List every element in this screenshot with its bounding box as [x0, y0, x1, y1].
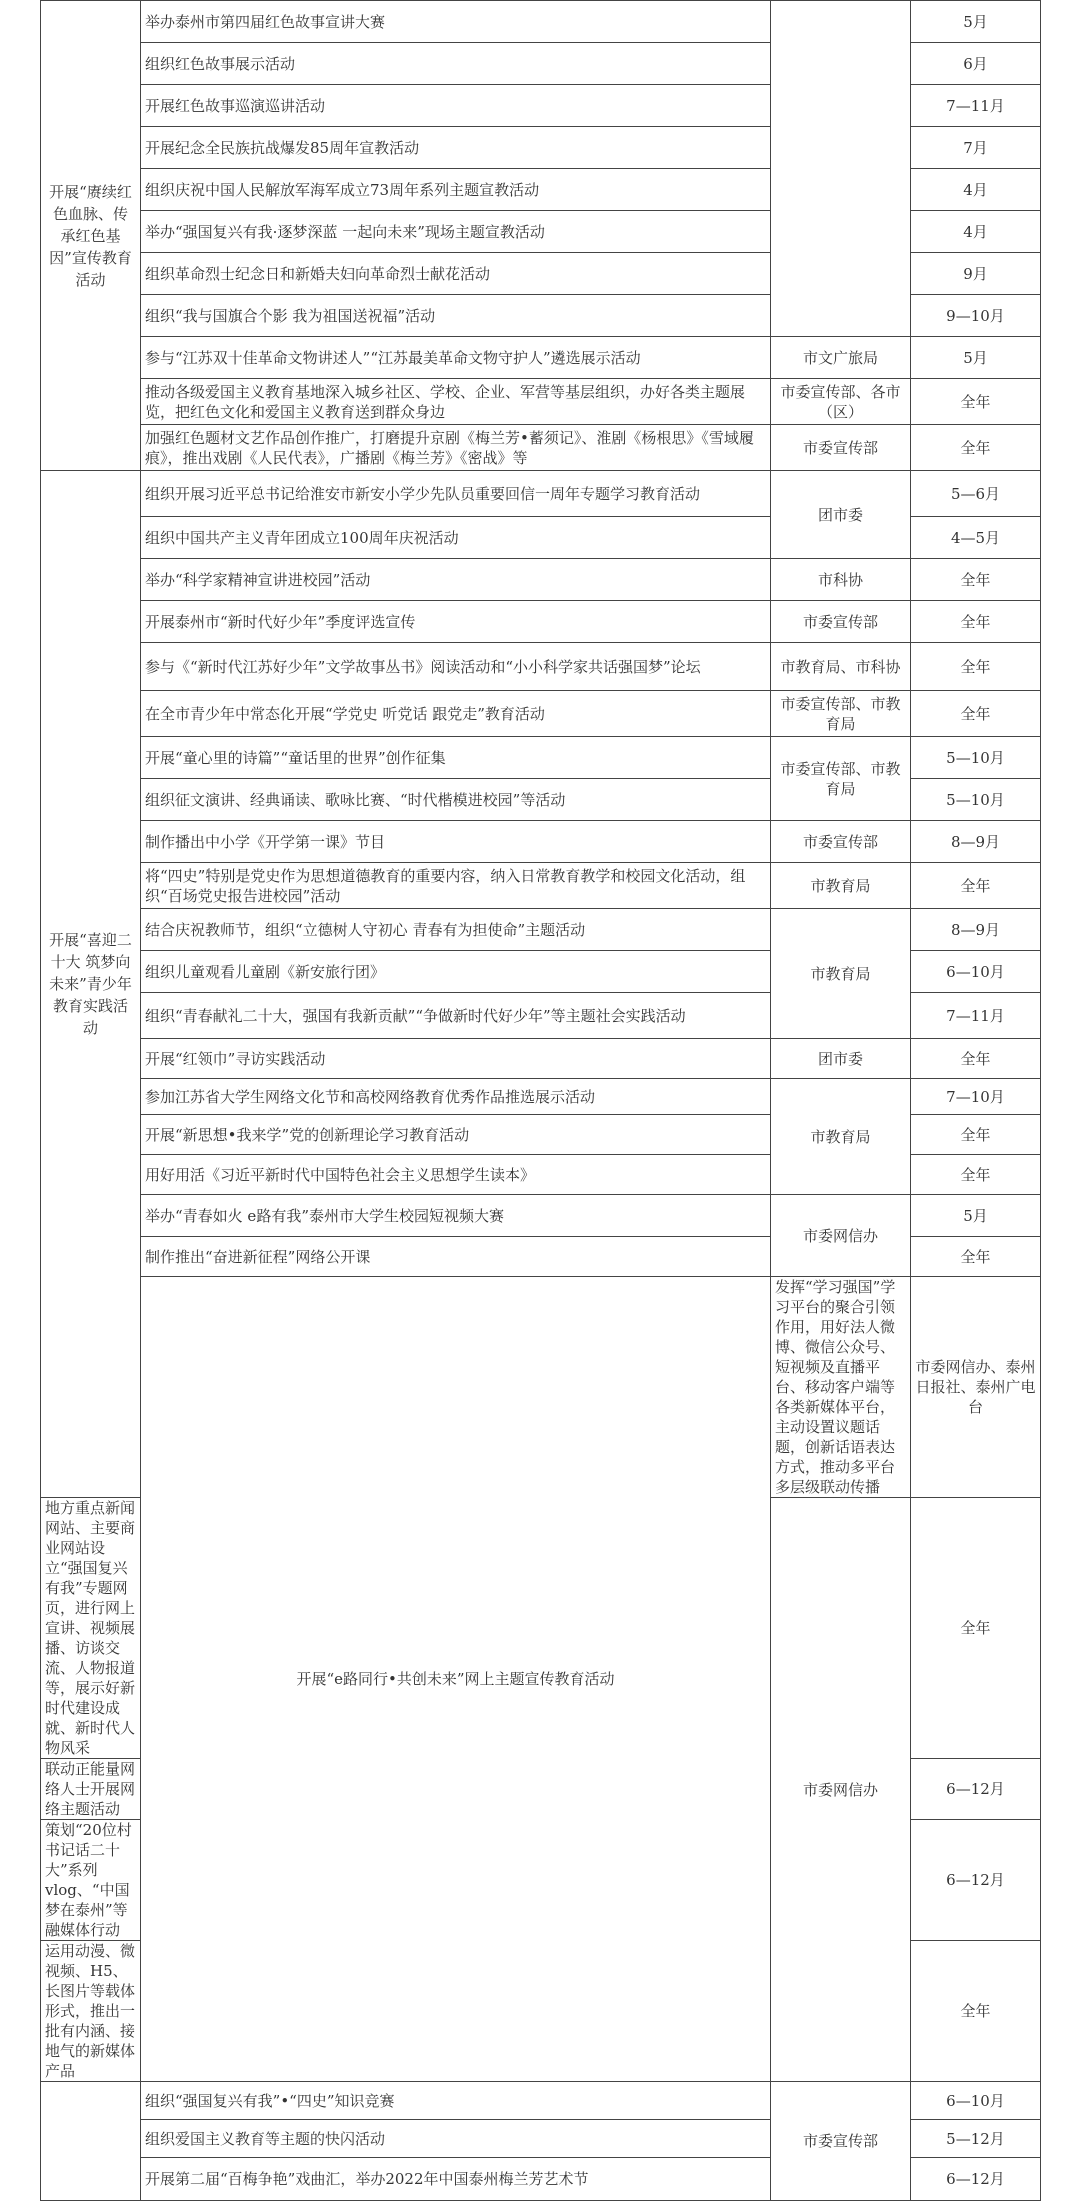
schedule-time-cell: 6—10月	[911, 2082, 1041, 2120]
table-row	[41, 1277, 1041, 1498]
activity-item-cell: 推动各级爱国主义教育基地深入城乡社区、学校、企业、军营等基层组织，办好各类主题展览，把红色文化和爱国主义教育送到群众身边	[141, 379, 771, 425]
activity-item-cell: 运用动漫、微视频、H5、长图片等载体形式，推出一批有内涵、接地气的新媒体产品	[41, 1941, 141, 2082]
schedule-time-cell: 全年	[911, 691, 1041, 737]
schedule-time-cell: 全年	[911, 425, 1041, 471]
responsible-dept-cell: 市委宣传部、市教育局	[771, 737, 911, 821]
schedule-time-cell: 全年	[911, 379, 1041, 425]
activity-item-cell: 组织开展习近平总书记给淮安市新安小学少先队员重要回信一周年专题学习教育活动	[141, 471, 771, 517]
table-row	[41, 737, 1041, 779]
responsible-dept-cell: 市委宣传部	[771, 821, 911, 863]
schedule-time-cell: 5—12月	[911, 2120, 1041, 2158]
table-row	[41, 821, 1041, 863]
schedule-time-cell: 6—12月	[911, 1820, 1041, 1941]
activity-item-cell: 组织中国共产主义青年团成立100周年庆祝活动	[141, 517, 771, 559]
activity-item-cell: 开展红色故事巡演巡讲活动	[141, 85, 771, 127]
responsible-dept-cell: 市委宣传部、各市（区）	[771, 379, 911, 425]
responsible-dept-cell: 市委网信办	[771, 1195, 911, 1277]
schedule-time-cell: 全年	[911, 1237, 1041, 1277]
schedule-time-cell: 全年	[911, 601, 1041, 643]
schedule-time-cell: 5—10月	[911, 779, 1041, 821]
responsible-dept-cell: 市科协	[771, 559, 911, 601]
activity-item-cell: 制作推出“奋进新征程”网络公开课	[141, 1237, 771, 1277]
table-row	[41, 909, 1041, 951]
schedule-time-cell: 全年	[911, 1498, 1041, 1759]
table-row	[41, 337, 1041, 379]
activity-item-cell: 在全市青少年中常态化开展“学党史 听党话 跟党走”教育活动	[141, 691, 771, 737]
responsible-dept-cell: 市委网信办	[771, 1498, 911, 2082]
schedule-time-cell: 7—11月	[911, 85, 1041, 127]
table-row	[41, 1079, 1041, 1115]
activity-item-cell: 组织征文演讲、经典诵读、歌咏比赛、“时代楷模进校园”等活动	[141, 779, 771, 821]
schedule-time-cell: 全年	[911, 559, 1041, 601]
category-cell: 开展“喜迎二十大 筑梦向未来”青少年教育实践活动	[41, 471, 141, 1498]
table-row	[41, 1039, 1041, 1079]
schedule-time-cell: 4—5月	[911, 517, 1041, 559]
schedule-time-cell: 7—11月	[911, 993, 1041, 1039]
schedule-time-cell: 6月	[911, 43, 1041, 85]
category-cell	[41, 2082, 141, 2201]
responsible-dept-cell: 市委宣传部	[771, 425, 911, 471]
document-page	[40, 0, 1040, 2188]
schedule-time-cell: 5—10月	[911, 737, 1041, 779]
schedule-time-cell: 全年	[911, 863, 1041, 909]
activity-item-cell: 策划“20位村书记话二十大”系列vlog、“中国梦在泰州”等融媒体行动	[41, 1820, 141, 1941]
activity-item-cell: 开展“童心里的诗篇”“童话里的世界”创作征集	[141, 737, 771, 779]
schedule-time-cell: 5—6月	[911, 471, 1041, 517]
responsible-dept-cell: 市委宣传部	[771, 2082, 911, 2201]
table-row	[41, 471, 1041, 517]
activity-item-cell: 组织革命烈士纪念日和新婚夫妇向革命烈士献花活动	[141, 253, 771, 295]
schedule-time-cell: 全年	[911, 1941, 1041, 2082]
activity-item-cell: 组织“青春献礼二十大，强国有我新贡献”“争做新时代好少年”等主题社会实践活动	[141, 993, 771, 1039]
responsible-dept-cell: 市教育局	[771, 1079, 911, 1195]
activity-item-cell: 组织“强国复兴有我”•“四史”知识竞赛	[141, 2082, 771, 2120]
responsible-dept-cell: 团市委	[771, 1039, 911, 1079]
table-row	[41, 1195, 1041, 1237]
table-row	[41, 863, 1041, 909]
table-row	[41, 559, 1041, 601]
activity-item-cell: 制作播出中小学《开学第一课》节目	[141, 821, 771, 863]
activity-item-cell: 举办“青春如火 e路有我”泰州市大学生校园短视频大赛	[141, 1195, 771, 1237]
schedule-time-cell: 8—9月	[911, 909, 1041, 951]
table-row	[41, 379, 1041, 425]
activity-item-cell: 参与《“新时代江苏好少年”文学故事丛书》阅读活动和“小小科学家共话强国梦”论坛	[141, 643, 771, 691]
schedule-time-cell: 9月	[911, 253, 1041, 295]
table-body	[41, 1, 1041, 2201]
activity-item-cell: 用好用活《习近平新时代中国特色社会主义思想学生读本》	[141, 1155, 771, 1195]
schedule-time-cell: 全年	[911, 643, 1041, 691]
activity-item-cell: 开展纪念全民族抗战爆发85周年宣教活动	[141, 127, 771, 169]
table-row	[41, 643, 1041, 691]
responsible-dept-cell	[771, 1, 911, 337]
schedule-time-cell: 6—10月	[911, 951, 1041, 993]
schedule-time-cell: 7月	[911, 127, 1041, 169]
schedule-time-cell: 8—9月	[911, 821, 1041, 863]
schedule-time-cell: 7—10月	[911, 1079, 1041, 1115]
schedule-time-cell: 5月	[911, 1, 1041, 43]
responsible-dept-cell: 市委宣传部、市教育局	[771, 691, 911, 737]
schedule-time-cell: 4月	[911, 169, 1041, 211]
schedule-time-cell: 5月	[911, 1195, 1041, 1237]
activity-item-cell: 开展第二届“百梅争艳”戏曲汇，举办2022年中国泰州梅兰芳艺术节	[141, 2158, 771, 2201]
activity-item-cell: 举办泰州市第四届红色故事宣讲大赛	[141, 1, 771, 43]
activity-item-cell: 参加江苏省大学生网络文化节和高校网络教育优秀作品推选展示活动	[141, 1079, 771, 1115]
activity-item-cell: 开展泰州市“新时代好少年”季度评选宣传	[141, 601, 771, 643]
schedule-time-cell: 4月	[911, 211, 1041, 253]
activity-item-cell: 发挥“学习强国”学习平台的聚合引领作用，用好法人微博、微信公众号、短视频及直播平台、移动客户端等各类新媒体平台，主动设置议题话题，创新话语表达方式，推动多平台多层级联动传播	[771, 1277, 911, 1498]
schedule-time-cell: 6—12月	[911, 1759, 1041, 1820]
schedule-time-cell: 6—12月	[911, 2158, 1041, 2201]
activity-item-cell: 举办“强国复兴有我·逐梦深蓝 一起向未来”现场主题宣教活动	[141, 211, 771, 253]
table-row	[41, 2082, 1041, 2120]
schedule-time-cell: 全年	[911, 1039, 1041, 1079]
activity-item-cell: 组织红色故事展示活动	[141, 43, 771, 85]
activity-item-cell: 加强红色题材文艺作品创作推广，打磨提升京剧《梅兰芳•蓄须记》、淮剧《杨根思》《雪域履痕》，推出戏剧《人民代表》，广播剧《梅兰芳》《密战》等	[141, 425, 771, 471]
responsible-dept-cell: 市文广旅局	[771, 337, 911, 379]
activity-item-cell: 组织“我与国旗合个影 我为祖国送祝福”活动	[141, 295, 771, 337]
schedule-time-cell: 5月	[911, 337, 1041, 379]
activity-item-cell: 组织爱国主义教育等主题的快闪活动	[141, 2120, 771, 2158]
responsible-dept-cell: 市教育局、市科协	[771, 643, 911, 691]
activity-item-cell: 开展“新思想•我来学”党的创新理论学习教育活动	[141, 1115, 771, 1155]
activity-item-cell: 组织庆祝中国人民解放军海军成立73周年系列主题宣教活动	[141, 169, 771, 211]
responsible-dept-cell: 市教育局	[771, 909, 911, 1039]
table-row	[41, 601, 1041, 643]
category-cell: 开展“e路同行•共创未来”网上主题宣传教育活动	[141, 1277, 771, 2082]
activity-plan-table	[40, 0, 1041, 2201]
responsible-dept-cell: 市教育局	[771, 863, 911, 909]
activity-item-cell: 地方重点新闻网站、主要商业网站设立“强国复兴有我”专题网页，进行网上宣讲、视频展播、访谈交流、人物报道等，展示好新时代建设成就、新时代人物风采	[41, 1498, 141, 1759]
table-row	[41, 425, 1041, 471]
schedule-time-cell: 9—10月	[911, 295, 1041, 337]
activity-item-cell: 将“四史”特别是党史作为思想道德教育的重要内容，纳入日常教育教学和校园文化活动，组织“百场党史报告进校园”活动	[141, 863, 771, 909]
activity-item-cell: 联动正能量网络人士开展网络主题活动	[41, 1759, 141, 1820]
responsible-dept-cell: 市委宣传部	[771, 601, 911, 643]
table-row	[41, 691, 1041, 737]
schedule-time-cell: 全年	[911, 1155, 1041, 1195]
responsible-dept-cell: 团市委	[771, 471, 911, 559]
responsible-dept-cell: 市委网信办、泰州日报社、泰州广电台	[911, 1277, 1041, 1498]
table-row	[41, 1, 1041, 43]
schedule-time-cell: 全年	[911, 1115, 1041, 1155]
activity-item-cell: 参与“江苏双十佳革命文物讲述人”“江苏最美革命文物守护人”遴选展示活动	[141, 337, 771, 379]
activity-item-cell: 开展“红领巾”寻访实践活动	[141, 1039, 771, 1079]
activity-item-cell: 结合庆祝教师节，组织“立德树人守初心 青春有为担使命”主题活动	[141, 909, 771, 951]
category-cell: 开展“赓续红色血脉、传承红色基因”宣传教育活动	[41, 1, 141, 471]
activity-item-cell: 举办“科学家精神宣讲进校园”活动	[141, 559, 771, 601]
activity-item-cell: 组织儿童观看儿童剧《新安旅行团》	[141, 951, 771, 993]
